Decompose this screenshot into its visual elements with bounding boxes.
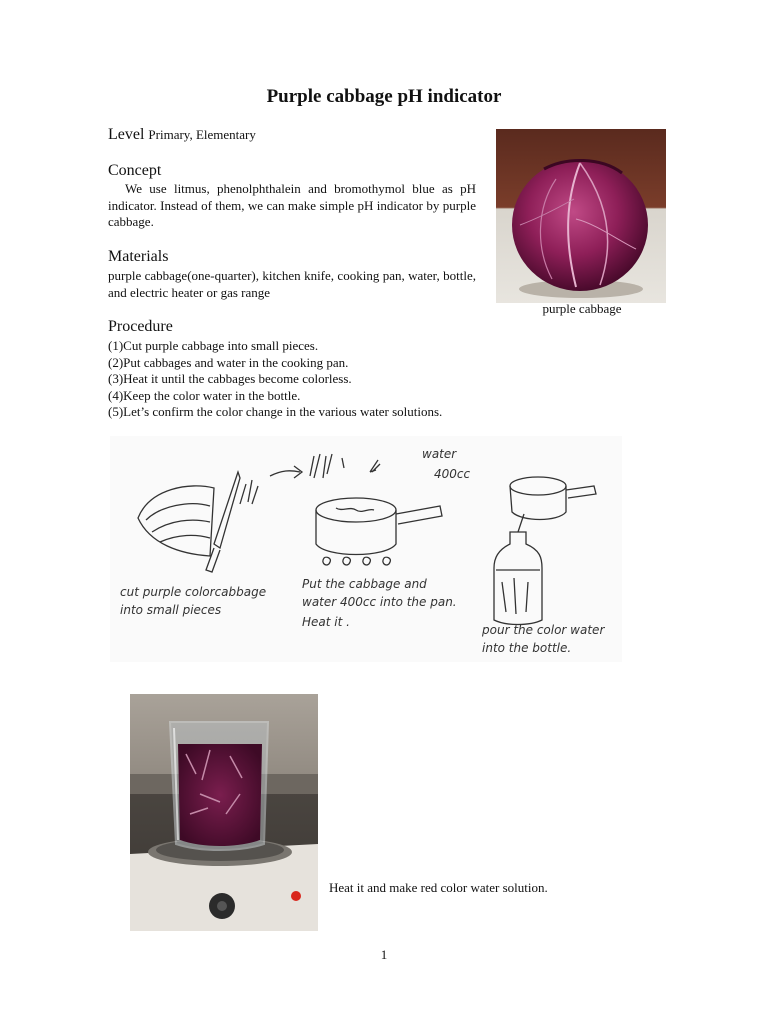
knife-icon [214, 472, 240, 548]
sketch-note-water: water [422, 447, 457, 461]
procedure-step: (5)Let’s confirm the color change in the various water solutions. [108, 404, 443, 419]
pouring-pan-icon [510, 477, 566, 495]
sketch-label-bottle-1: pour the color water [482, 623, 605, 637]
cabbage-photo [496, 129, 666, 303]
procedure-step: (4)Keep the color water in the bottle. [108, 387, 301, 403]
procedure-step: (3)Heat it until the cabbages become colorless. [108, 371, 352, 386]
concept-text: We use litmus, phenolphthalein and bromothymol blue as pH indicator. Instead of them, we can make simple pH indicator by purple cabbage. [108, 181, 476, 229]
level-section [108, 126, 256, 144]
page-number: 1 [380, 947, 388, 962]
cabbage-photo-caption: purple cabbage [542, 301, 622, 316]
concept-heading: Concept [108, 162, 162, 179]
arrow-icon [270, 466, 302, 478]
sketch-label-cut-1: cut purple colorcabbage [120, 585, 267, 599]
beaker-heater-photo [130, 694, 318, 931]
sketch-label-bottle-2: into the bottle. [482, 641, 572, 655]
sketch-label-pan-3: Heat it . [302, 615, 350, 629]
sketch-note-volume: 400cc [434, 467, 471, 481]
flame-icon [323, 557, 391, 565]
procedure-list [108, 338, 442, 421]
procedure-heading: Procedure [108, 318, 173, 335]
page-title: Purple cabbage pH indicator [266, 86, 502, 107]
beaker-photo-caption: Heat it and make red color water solution. [329, 880, 548, 895]
materials-heading: Materials [108, 248, 169, 265]
materials-text: purple cabbage(one-quarter), kitchen knife, cooking pan, water, bottle, and electric heater or gas range [108, 268, 476, 300]
sketch-label-cut-2: into small pieces [120, 603, 222, 617]
procedure-sketch [110, 436, 622, 662]
heater-light-icon [291, 891, 301, 901]
level-heading: Level [108, 126, 145, 143]
sketch-label-pan-1: Put the cabbage and [302, 577, 427, 591]
sketch-label-pan-2: water 400cc into the pan. [302, 595, 457, 609]
bottle-icon [494, 532, 542, 625]
level-value: Primary, Elementary [148, 127, 256, 142]
procedure-step: (2)Put cabbages and water in the cooking pan. [108, 354, 349, 370]
procedure-step: (1)Cut purple cabbage into small pieces. [108, 338, 319, 353]
